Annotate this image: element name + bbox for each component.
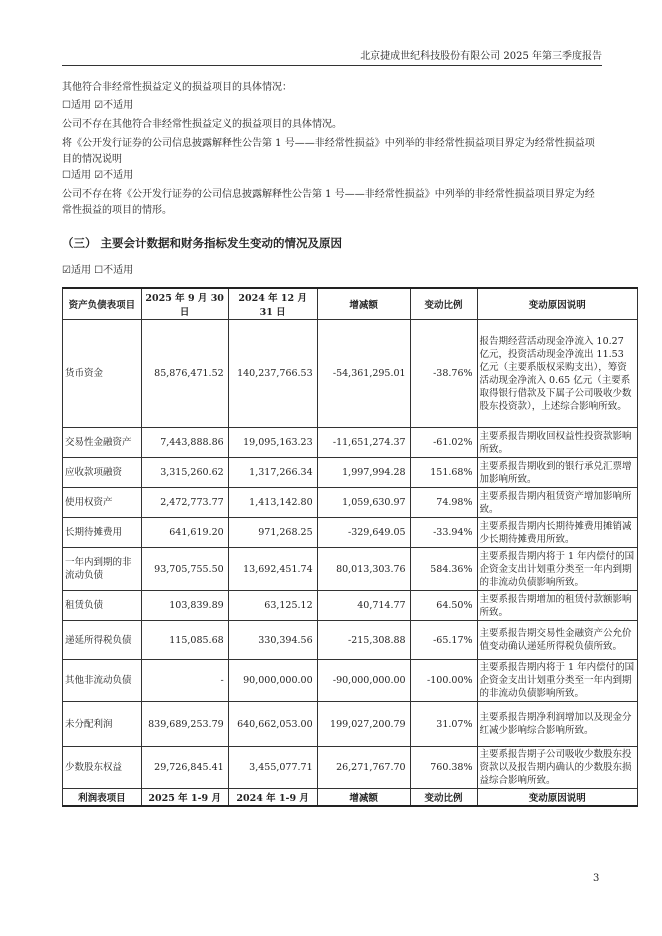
- row-ratio: -61.02%: [410, 428, 477, 458]
- row-diff: 40,714.77: [317, 591, 410, 621]
- row-reason: 报告期经营活动现金净流入 10.27 亿元，投资活动现金净流出 11.53 亿元（主要系版权采购支出），筹资活动现金净流入 0.65 亿元（主要系取得银行借款及下属子公司吸收少数股东投资款），上述综合影响所致。: [477, 320, 637, 428]
- checkbox-applicable-3: ☑适用 ☐不适用: [62, 265, 134, 276]
- row-diff: 1,059,630.97: [317, 488, 410, 518]
- row-value-2024: 330,394.56: [228, 621, 317, 660]
- row-name: 其他非流动负债: [63, 660, 142, 702]
- row-diff: -54,361,295.01: [317, 320, 410, 428]
- row-value-2024: 13,692,451.74: [228, 548, 317, 591]
- row-ratio: 74.98%: [410, 488, 477, 518]
- row-ratio: -33.94%: [410, 518, 477, 548]
- table-row: [63, 428, 638, 458]
- header-divider: [62, 65, 602, 66]
- report-header: 北京捷成世纪科技股份有限公司 2025 年第三季度报告: [360, 51, 602, 62]
- table-row: [63, 747, 638, 789]
- footer-header-2025: 2025 年 1-9 月: [141, 789, 228, 807]
- row-diff: 199,027,200.79: [317, 702, 410, 747]
- row-value-2025: 7,443,888.86: [141, 428, 228, 458]
- row-ratio: 760.38%: [410, 747, 477, 789]
- row-value-2024: 19,095,163.23: [228, 428, 317, 458]
- row-value-2025: -: [141, 660, 228, 702]
- row-value-2024: 640,662,053.00: [228, 702, 317, 747]
- row-reason: 主要系报告期收回权益性投资款影响所致。: [477, 428, 637, 458]
- row-name: 交易性金融资产: [63, 428, 142, 458]
- row-diff: -215,308.88: [317, 621, 410, 660]
- row-name: 应收款项融资: [63, 458, 142, 488]
- balance-sheet-change-table: [62, 287, 638, 807]
- row-ratio: -38.76%: [410, 320, 477, 428]
- footer-header-2024: 2024 年 1-9 月: [228, 789, 317, 807]
- table-row: [63, 320, 638, 428]
- footer-header-item: 利润表项目: [63, 789, 142, 807]
- table-row: [63, 548, 638, 591]
- row-reason: 主要系报告期内租赁资产增加影响所致。: [477, 488, 637, 518]
- footer-header-diff: 增减额: [317, 789, 410, 807]
- row-reason: 主要系报告期净利润增加以及现金分红减少影响综合影响所致。: [477, 702, 637, 747]
- row-name: 少数股东权益: [63, 747, 142, 789]
- row-value-2025: 85,876,471.52: [141, 320, 228, 428]
- checkbox-applicable-1: ☐适用 ☑不适用: [62, 100, 134, 111]
- row-ratio: 64.50%: [410, 591, 477, 621]
- section-title: （三） 主要会计数据和财务指标发生变动的情况及原因: [62, 236, 343, 250]
- footer-header-reason: 变动原因说明: [477, 789, 637, 807]
- row-reason: 主要系报告期交易性金融资产公允价值变动确认递延所得税负债所致。: [477, 621, 637, 660]
- row-name: 递延所得税负债: [63, 621, 142, 660]
- row-reason: 主要系报告期内长期待摊费用摊销减少长期待摊费用所致。: [477, 518, 637, 548]
- row-ratio: -100.00%: [410, 660, 477, 702]
- row-value-2024: 1,317,266.34: [228, 458, 317, 488]
- table-row: [63, 458, 638, 488]
- income-statement-header-row: [63, 789, 638, 807]
- row-ratio: -65.17%: [410, 621, 477, 660]
- row-value-2025: 3,315,260.62: [141, 458, 228, 488]
- paragraph-no-classification: 公司不存在将《公开发行证券的公司信息披露解释性公告第 1 号——非经常性损益》中列举的非经常性损益项目界定为经常性损益的项目的情形。: [62, 189, 595, 216]
- row-name: 货币资金: [63, 320, 142, 428]
- header-2024-end: 2024 年 12 月 31 日: [228, 288, 317, 320]
- header-reason: 变动原因说明: [477, 288, 637, 320]
- row-name: 租赁负债: [63, 591, 142, 621]
- row-diff: 80,013,303.76: [317, 548, 410, 591]
- row-value-2025: 2,472,773.77: [141, 488, 228, 518]
- table-row: [63, 518, 638, 548]
- checkbox-applicable-2: ☐适用 ☑不适用: [62, 170, 134, 181]
- row-diff: -90,000,000.00: [317, 660, 410, 702]
- table-row: [63, 591, 638, 621]
- row-ratio: 31.07%: [410, 702, 477, 747]
- row-value-2024: 971,268.25: [228, 518, 317, 548]
- row-name: 一年内到期的非流动负债: [63, 548, 142, 591]
- row-reason: 主要系报告期增加的租赁付款额影响所致。: [477, 591, 637, 621]
- header-ratio: 变动比例: [410, 288, 477, 320]
- header-diff: 增减额: [317, 288, 410, 320]
- row-value-2025: 29,726,845.41: [141, 747, 228, 789]
- footer-header-ratio: 变动比例: [410, 789, 477, 807]
- row-reason: 主要系报告期内将于 1 年内偿付的国企资金支出计划重分类至一年内到期的非流动负债影响所致。: [477, 660, 637, 702]
- row-diff: -11,651,274.37: [317, 428, 410, 458]
- row-value-2024: 63,125.12: [228, 591, 317, 621]
- table-row: [63, 621, 638, 660]
- row-value-2025: 839,689,253.79: [141, 702, 228, 747]
- row-diff: -329,649.05: [317, 518, 410, 548]
- row-value-2025: 115,085.68: [141, 621, 228, 660]
- row-ratio: 151.68%: [410, 458, 477, 488]
- table-row: [63, 660, 638, 702]
- page-number: 3: [593, 873, 600, 884]
- row-diff: 26,271,767.70: [317, 747, 410, 789]
- header-2025-q3: 2025 年 9 月 30 日: [141, 288, 228, 320]
- row-ratio: 584.36%: [410, 548, 477, 591]
- row-diff: 1,997,994.28: [317, 458, 410, 488]
- row-value-2024: 90,000,000.00: [228, 660, 317, 702]
- row-value-2024: 3,455,077.71: [228, 747, 317, 789]
- row-value-2025: 641,619.20: [141, 518, 228, 548]
- table-header-row: [63, 288, 638, 320]
- row-value-2025: 103,839.89: [141, 591, 228, 621]
- row-value-2025: 93,705,755.50: [141, 548, 228, 591]
- table-row: [63, 702, 638, 747]
- row-name: 长期待摊费用: [63, 518, 142, 548]
- row-reason: 主要系报告期内将于 1 年内偿付的国企资金支出计划重分类至一年内到期的非流动负债影响所致。: [477, 548, 637, 591]
- row-value-2024: 140,237,766.53: [228, 320, 317, 428]
- row-reason: 主要系报告期收到的银行承兑汇票增加影响所致。: [477, 458, 637, 488]
- paragraph-classification-note: 将《公开发行证券的公司信息披露解释性公告第 1 号——非经常性损益》中列举的非经常性损益项目界定为经常性损益项目的情况说明: [62, 138, 595, 165]
- paragraph-other-items: 其他符合非经常性损益定义的损益项目的具体情况：: [62, 82, 292, 93]
- header-item: 资产负债表项目: [63, 288, 142, 320]
- row-reason: 主要系报告期子公司吸收少数股东投资款以及报告期内确认的少数股东损益综合影响所致。: [477, 747, 637, 789]
- row-value-2024: 1,413,142.80: [228, 488, 317, 518]
- row-name: 未分配利润: [63, 702, 142, 747]
- paragraph-no-other-items: 公司不存在其他符合非经常性损益定义的损益项目的具体情况。: [62, 119, 342, 130]
- table-row: [63, 488, 638, 518]
- row-name: 使用权资产: [63, 488, 142, 518]
